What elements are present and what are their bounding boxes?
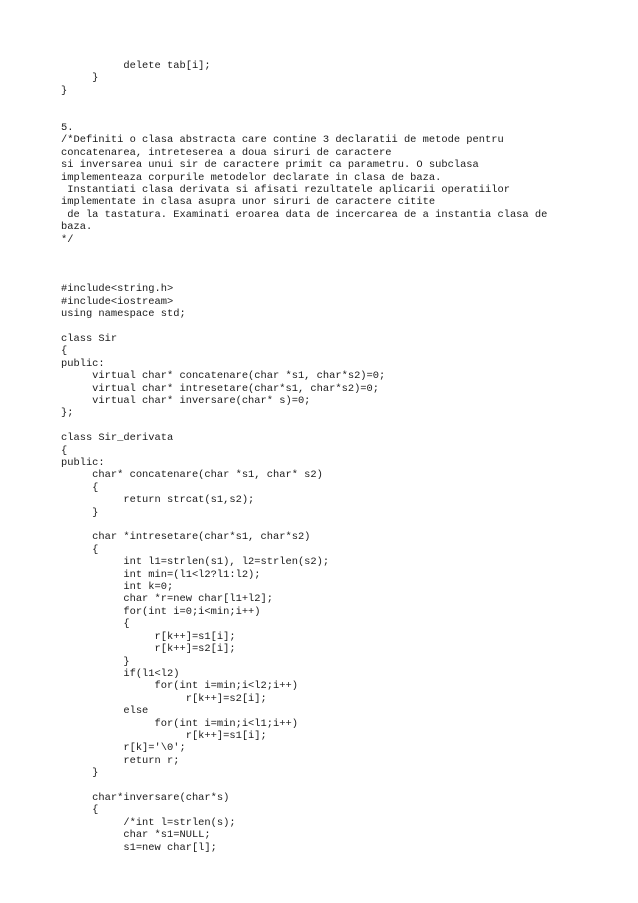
code-line: class Sir xyxy=(61,332,118,345)
code-line: char*inversare(char*s) xyxy=(61,791,230,804)
code-line: implementeaza corpurile metodelor declarate in clasa de baza. xyxy=(61,171,442,184)
code-line: r[k]='\0'; xyxy=(61,742,186,755)
code-line: }; xyxy=(61,407,74,420)
code-line: char *intresetare(char*s1, char*s2) xyxy=(61,531,311,544)
code-line: si inversarea unui sir de caractere primit ca parametru. O subclasa xyxy=(61,159,479,172)
code-line: char *r=new char[l1+l2]; xyxy=(61,593,274,606)
code-line: using namespace std; xyxy=(61,308,186,321)
code-line: r[k++]=s1[i]; xyxy=(61,630,236,643)
code-line: for(int i=min;i<l1;i++) xyxy=(61,717,298,730)
code-listing xyxy=(61,60,621,854)
code-line: } xyxy=(61,767,99,780)
code-line: char *s1=NULL; xyxy=(61,829,211,842)
code-line: concatenarea, intreteserea a doua siruri de caractere xyxy=(61,146,392,159)
code-line: de la tastatura. Examinati eroarea data de incercarea de a instantia clasa de xyxy=(61,208,548,221)
code-line xyxy=(61,259,621,271)
code-line: int k=0; xyxy=(61,581,174,594)
code-line: { xyxy=(61,618,130,631)
code-line: int l1=strlen(s1), l2=strlen(s2); xyxy=(61,556,330,569)
code-line: virtual char* intresetare(char*s1, char*s2)=0; xyxy=(61,382,380,395)
code-line: implementate in clasa asupra unor siruri de caractere citite xyxy=(61,196,436,209)
code-line: #include<string.h> xyxy=(61,283,174,296)
code-line: /*int l=strlen(s); xyxy=(61,816,236,829)
code-line: int min=(l1<l2?l1:l2); xyxy=(61,568,261,581)
code-line: } xyxy=(61,84,68,97)
code-line: char* concatenare(char *s1, char* s2) xyxy=(61,469,323,482)
code-line: if(l1<l2) xyxy=(61,667,180,680)
code-line xyxy=(61,519,621,531)
code-line: 5. xyxy=(61,122,74,135)
code-line: */ xyxy=(61,233,74,246)
code-line: } xyxy=(61,655,130,668)
code-line: baza. xyxy=(61,221,93,234)
code-line: r[k++]=s2[i]; xyxy=(61,643,236,656)
code-line: else xyxy=(61,705,149,718)
code-line: delete tab[i]; xyxy=(61,60,211,72)
code-line: #include<iostream> xyxy=(61,295,174,308)
code-line: s1=new char[l]; xyxy=(61,841,217,854)
code-line: } xyxy=(61,72,99,85)
code-line: for(int i=0;i<min;i++) xyxy=(61,605,261,618)
code-line: r[k++]=s1[i]; xyxy=(61,729,267,742)
code-line: return r; xyxy=(61,754,180,767)
code-line: public: xyxy=(61,357,105,370)
code-line xyxy=(61,110,621,122)
code-line xyxy=(61,780,621,792)
code-line: public: xyxy=(61,457,105,469)
code-line: Instantiati clasa derivata si afisati rezultatele aplicarii operatiilor xyxy=(61,184,510,197)
code-line: /*Definiti o clasa abstracta care contine 3 declaratii de metode pentru xyxy=(61,134,504,147)
code-line: virtual char* concatenare(char *s1, char*s2)=0; xyxy=(61,370,386,383)
code-line xyxy=(61,246,621,258)
code-line: for(int i=min;i<l2;i++) xyxy=(61,680,298,693)
code-line: } xyxy=(61,506,99,519)
code-line: { xyxy=(61,345,68,358)
code-line: { xyxy=(61,804,99,817)
code-line: { xyxy=(61,543,99,556)
code-line: virtual char* inversare(char* s)=0; xyxy=(61,394,311,407)
code-line: class Sir_derivata xyxy=(61,432,174,445)
code-line: { xyxy=(61,481,99,494)
code-line xyxy=(61,420,621,432)
code-line: return strcat(s1,s2); xyxy=(61,494,255,507)
code-line xyxy=(61,321,621,333)
code-line: { xyxy=(61,444,68,457)
code-line: r[k++]=s2[i]; xyxy=(61,692,267,705)
code-line xyxy=(61,271,621,283)
code-line xyxy=(61,97,621,109)
